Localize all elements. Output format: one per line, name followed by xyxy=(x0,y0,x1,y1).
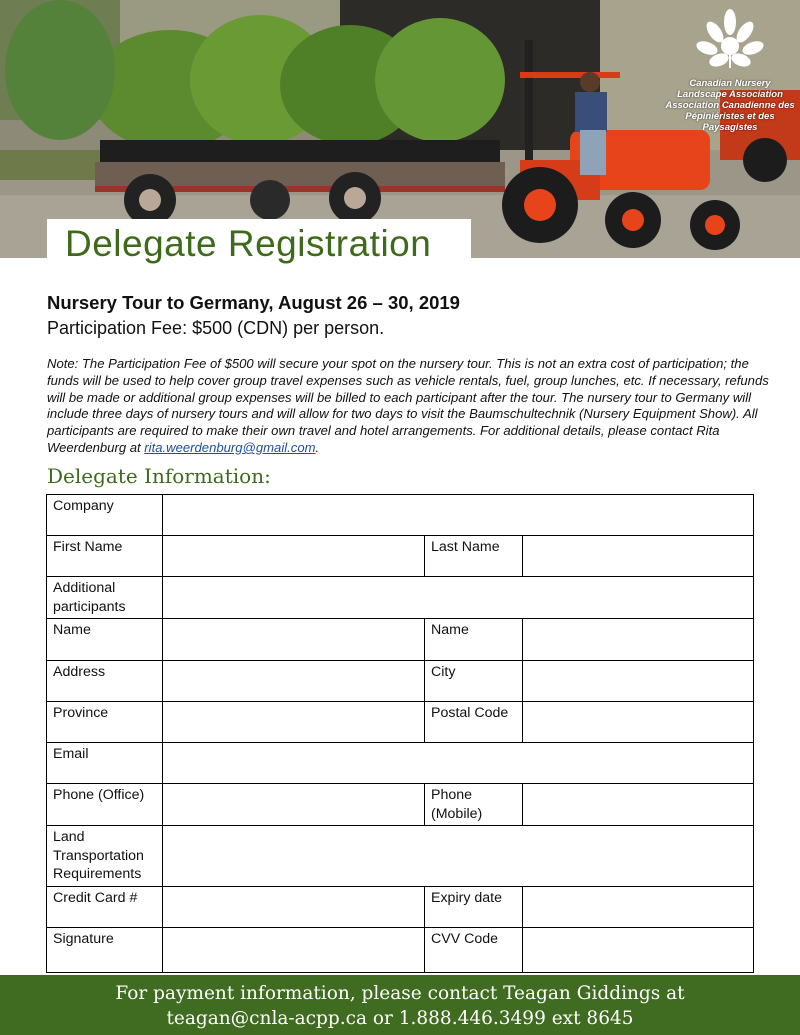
first-name-field[interactable] xyxy=(163,536,425,577)
logo-line-4: Pépiniéristes et des Paysagistes xyxy=(685,111,775,133)
form-row xyxy=(47,536,754,577)
signature-label: Signature xyxy=(47,927,163,972)
note-end: . xyxy=(315,439,320,455)
company-field[interactable] xyxy=(163,495,754,536)
form-row xyxy=(47,826,754,887)
participation-fee: Participation Fee: $500 (CDN) per person. xyxy=(47,318,385,338)
province-field[interactable] xyxy=(163,702,425,743)
phone-mobile-field[interactable] xyxy=(523,784,754,826)
email-label: Email xyxy=(47,743,163,784)
section-title: Delegate Information: xyxy=(47,464,271,488)
page-title: Delegate Registration xyxy=(65,223,432,264)
form-row xyxy=(47,661,754,702)
additional-participants-label: Additional participants xyxy=(47,577,163,619)
phone-mobile-label: Phone (Mobile) xyxy=(425,784,523,826)
cvv-code-label: CVV Code xyxy=(425,927,523,972)
land-transportation-label: Land Transportation Requirements xyxy=(47,826,163,887)
company-label: Company xyxy=(47,495,163,536)
maple-leaf-icon xyxy=(695,8,765,78)
cvv-code-field[interactable] xyxy=(523,927,754,972)
logo-line-1: Canadian Nursery xyxy=(689,78,771,89)
additional-participants-field[interactable] xyxy=(163,577,754,619)
address-label: Address xyxy=(47,661,163,702)
first-name-label: First Name xyxy=(47,536,163,577)
footer-line-1: For payment information, please contact Teagan Giddings at xyxy=(115,983,685,1004)
form-row xyxy=(47,886,754,927)
footer-line-2: teagan@cnla-acpp.ca or 1.888.446.3499 ext 8645 xyxy=(166,1008,634,1029)
delegate-form xyxy=(46,494,754,973)
city-label: City xyxy=(425,661,523,702)
expiry-date-field[interactable] xyxy=(523,886,754,927)
name-label-left: Name xyxy=(47,619,163,661)
logo-line-2: Landscape Association xyxy=(677,89,783,100)
last-name-field[interactable] xyxy=(523,536,754,577)
name-field-left[interactable] xyxy=(163,619,425,661)
tour-title: Nursery Tour to Germany, August 26 – 30, 2019 xyxy=(47,292,460,313)
title-box xyxy=(47,219,471,271)
cnla-logo xyxy=(662,8,798,133)
logo-line-3: Association Canadienne des xyxy=(665,100,795,111)
note-paragraph xyxy=(47,356,769,457)
form-row xyxy=(47,784,754,826)
contact-email-link[interactable]: rita.weerdenburg@gmail.com xyxy=(144,439,316,455)
footer-banner xyxy=(0,975,800,1035)
credit-card-field[interactable] xyxy=(163,886,425,927)
form-row xyxy=(47,743,754,784)
signature-field[interactable] xyxy=(163,927,425,972)
name-field-right[interactable] xyxy=(523,619,754,661)
city-field[interactable] xyxy=(523,661,754,702)
form-row xyxy=(47,619,754,661)
last-name-label: Last Name xyxy=(425,536,523,577)
credit-card-label: Credit Card # xyxy=(47,886,163,927)
note-text: Note: The Participation Fee of $500 will secure your spot on the nursery tour. This is not an extra cost of participation; the funds will be used to help cover group travel expenses such as vehicle rentals, fuel, group lunches, etc. If necessary, refunds will be made or additional group expenses will be billed to each participant after the tour. The nursery tour to Germany will include three days of nursery tours and will allow for two days to visit the Baumschultechnik (Nursery Equipment Show). All participants are required to make their own travel and hotel arrangements. For additional details, please contact Rita Weerdenburg at xyxy=(47,356,769,455)
name-label-right: Name xyxy=(425,619,523,661)
email-field[interactable] xyxy=(163,743,754,784)
address-field[interactable] xyxy=(163,661,425,702)
form-row xyxy=(47,927,754,972)
land-transportation-field[interactable] xyxy=(163,826,754,887)
province-label: Province xyxy=(47,702,163,743)
postal-code-field[interactable] xyxy=(523,702,754,743)
postal-code-label: Postal Code xyxy=(425,702,523,743)
form-row xyxy=(47,577,754,619)
form-row xyxy=(47,702,754,743)
form-row xyxy=(47,495,754,536)
phone-office-label: Phone (Office) xyxy=(47,784,163,826)
expiry-date-label: Expiry date xyxy=(425,886,523,927)
phone-office-field[interactable] xyxy=(163,784,425,826)
